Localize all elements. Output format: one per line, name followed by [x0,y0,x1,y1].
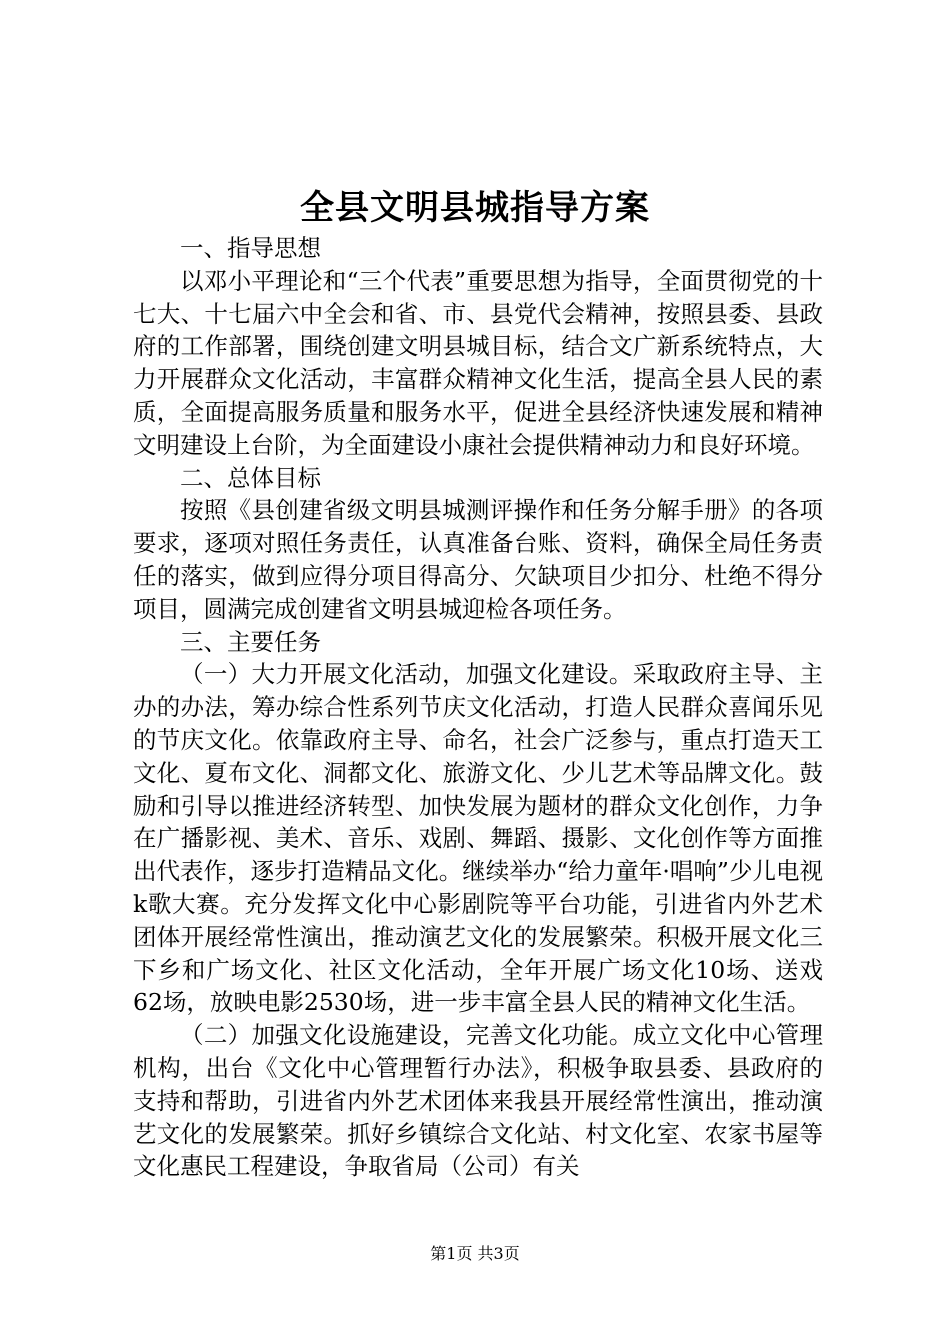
body-paragraph: （一）大力开展文化活动，加强文化建设。采取政府主导、主办的办法，筹办综合性系列节庆文化活动，打造人民群众喜闻乐见的节庆文化。依靠政府主导、命名，社会广泛参与，重点打造天工文化、夏布文化、洞都文化、旅游文化、少儿艺术等品牌文化。鼓励和引导以推进经济转型、加快发展为题材的群众文化创作，力争在广播影视、美术、音乐、戏剧、舞蹈、摄影、文化创作等方面推出代表作，逐步打造精品文化。继续举办“给力童年·唱响”少儿电视k歌大赛。充分发挥文化中心影剧院等平台功能，引进省内外艺术团体开展经常性演出，推动演艺文化的发展繁荣。积极开展文化三下乡和广场文化、社区文化活动，全年开展广场文化10场、送戏62场，放映电影2530场，进一步丰富全县人民的精神文化生活。 [133,660,823,1017]
section-heading: 一、指导思想 [180,234,321,262]
document-title: 全县文明县城指导方案 [300,188,650,228]
section-heading: 二、总体目标 [180,463,321,492]
page-footer: 第1页 共3页 [430,1244,520,1263]
section-heading: 三、主要任务 [180,627,321,656]
body-paragraph: 按照《县创建省级文明县城测评操作和任务分解手册》的各项要求，逐项对照任务责任，认真准备台账、资料，确保全局任务责任的落实，做到应得分项目得高分、欠缺项目少扣分、杜绝不得分项目，圆满完成创建省文明县城迎检各项任务。 [133,496,823,623]
body-paragraph: （二）加强文化设施建设，完善文化功能。成立文化中心管理机构，出台《文化中心管理暂行办法》，积极争取县委、县政府的支持和帮助，引进省内外艺术团体来我县开展经常性演出，推动演艺文化的发展繁荣。抓好乡镇综合文化站、村文化室、农家书屋等文化惠民工程建设，争取省局（公司）有关 [133,1021,823,1181]
body-paragraph: 以邓小平理论和“三个代表”重要思想为指导，全面贯彻党的十七大、十七届六中全会和省、市、县党代会精神，按照县委、县政府的工作部署，围绕创建文明县城目标，结合文广新系统特点，大力开展群众文化活动，丰富群众精神文化生活，提高全县人民的素质，全面提高服务质量和服务水平，促进全县经济快速发展和精神文明建设上台阶，为全面建设小康社会提供精神动力和良好环境。 [133,266,823,459]
document-body [133,232,823,1183]
